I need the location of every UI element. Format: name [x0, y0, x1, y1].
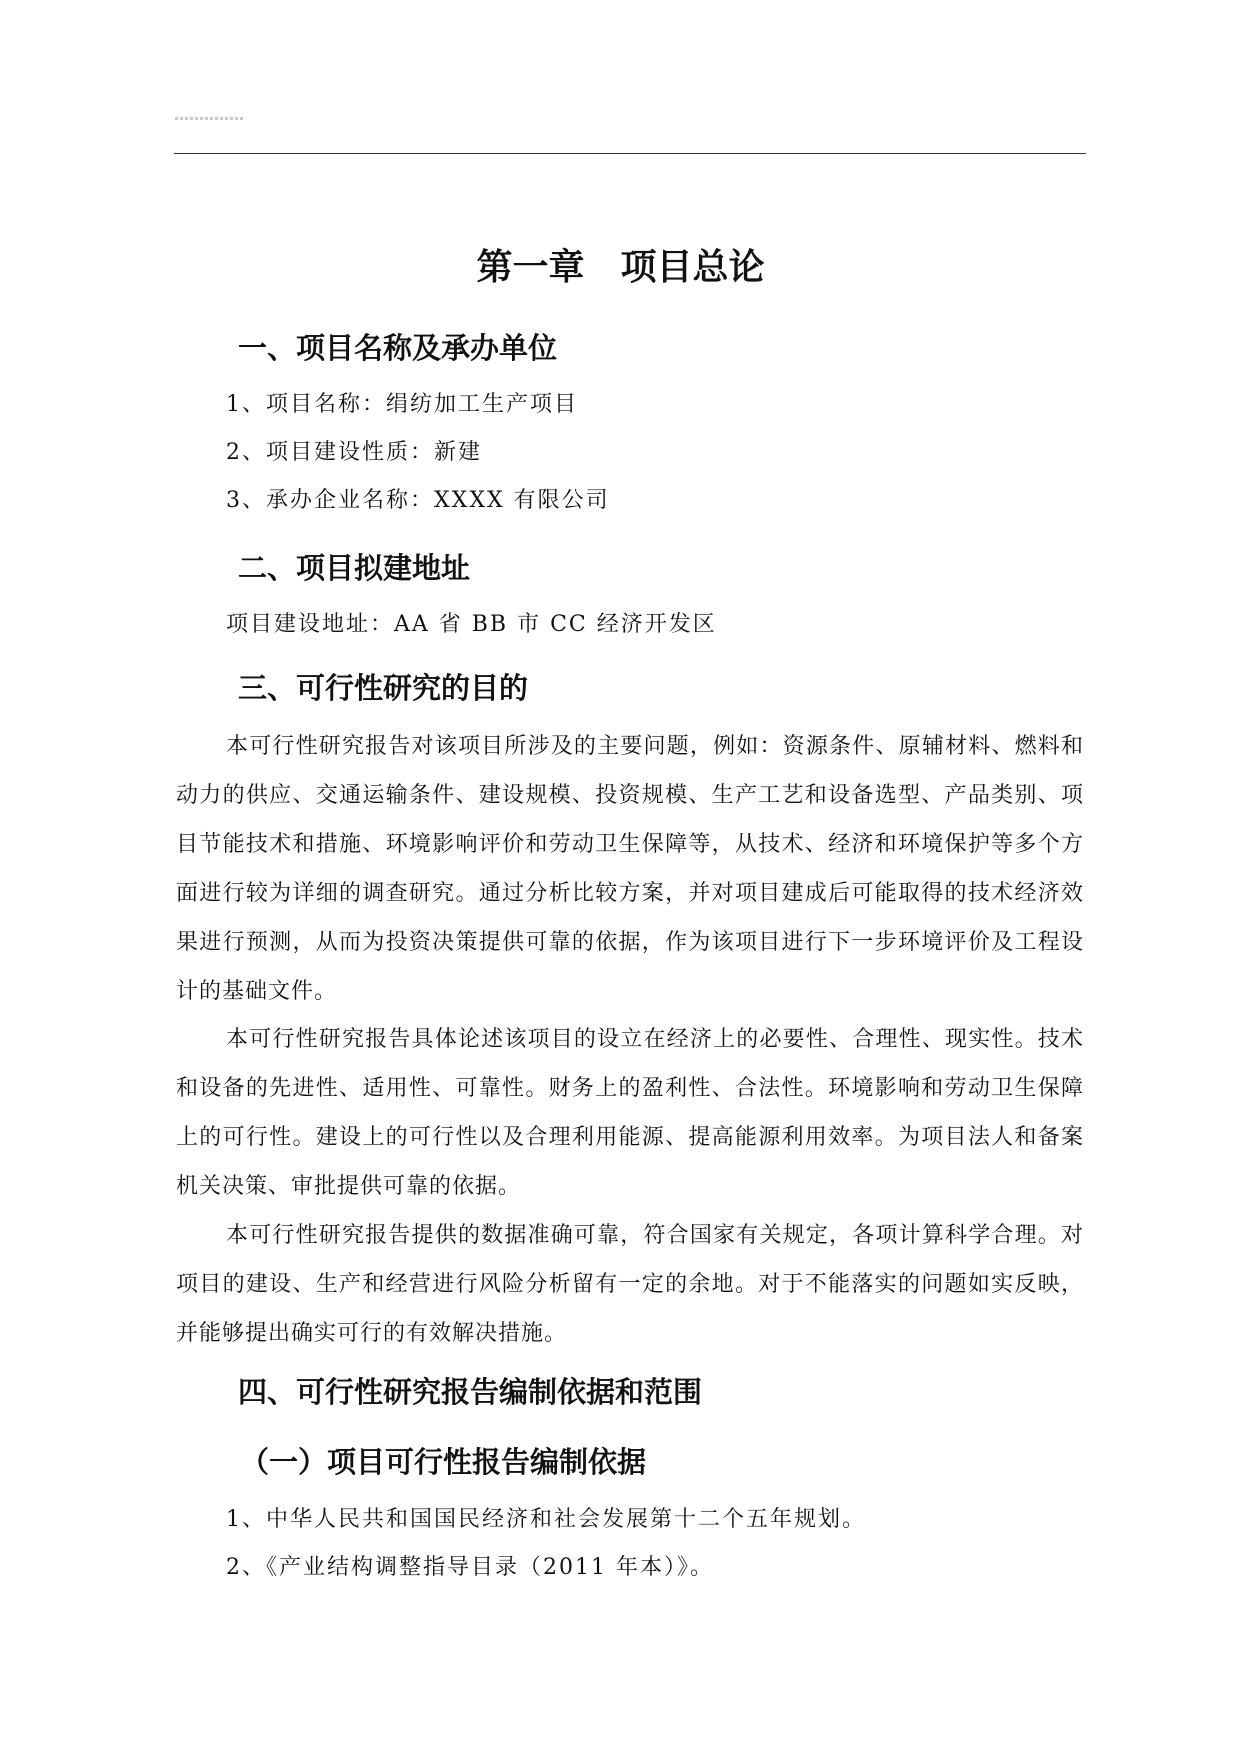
section-4-heading: 四、可行性研究报告编制依据和范围 [238, 1375, 703, 1409]
section-3-heading: 三、可行性研究的目的 [238, 671, 529, 705]
section-2-heading: 二、项目拟建地址 [238, 551, 471, 585]
section-3-paragraph-1: 本可行性研究报告对该项目所涉及的主要问题，例如：资源条件、原辅材料、燃料和动力的供应、交通运输条件、建设规模、投资规模、生产工艺和设备选型、产品类别、项目节能技术和措施、环境影响评价和劳动卫生保障等，从技术、经济和环境保护等多个方面进行较为详细的调查研究。通过分析比较方案，并对项目建成后可能取得的技术经济效果进行预测，从而为投资决策提供可靠的依据，作为该项目进行下一步环境评价及工程设计的基础文件。 [176, 734, 1084, 1004]
section-4-sub-1-item-1: 1、中华人民共和国国民经济和社会发展第十二个五年规划。 [226, 1507, 866, 1532]
header-rule [174, 153, 1086, 154]
section-1-heading: 一、项目名称及承办单位 [238, 331, 558, 365]
section-1-item-1: 1、项目名称：绢纺加工生产项目 [226, 392, 578, 417]
section-4-sub-1-heading: （一）项目可行性报告编制依据 [240, 1445, 647, 1479]
section-1-item-2: 2、项目建设性质：新建 [226, 440, 482, 465]
chapter-title: 第一章 项目总论 [476, 247, 765, 288]
section-4-sub-1-item-2: 2、《产业结构调整指导目录（2011 年本）》。 [226, 1555, 714, 1580]
section-3-paragraph-3: 本可行性研究报告提供的数据准确可靠，符合国家有关规定，各项计算科学合理。对项目的建设、生产和经营进行风险分析留有一定的余地。对于不能落实的问题如实反映，并能够提出确实可行的有效解决措施。 [176, 1223, 1084, 1346]
section-1-item-3: 3、承办企业名称：XXXX 有限公司 [226, 488, 610, 513]
section-2-text: 项目建设地址：AA 省 BB 市 CC 经济开发区 [226, 612, 717, 637]
header-mark [175, 117, 245, 120]
section-3-paragraph-2: 本可行性研究报告具体论述该项目的设立在经济上的必要性、合理性、现实性。技术和设备的先进性、适用性、可靠性。财务上的盈利性、合法性。环境影响和劳动卫生保障上的可行性。建设上的可行性以及合理利用能源、提高能源利用效率。为项目法人和备案机关决策、审批提供可靠的依据。 [176, 1027, 1084, 1199]
